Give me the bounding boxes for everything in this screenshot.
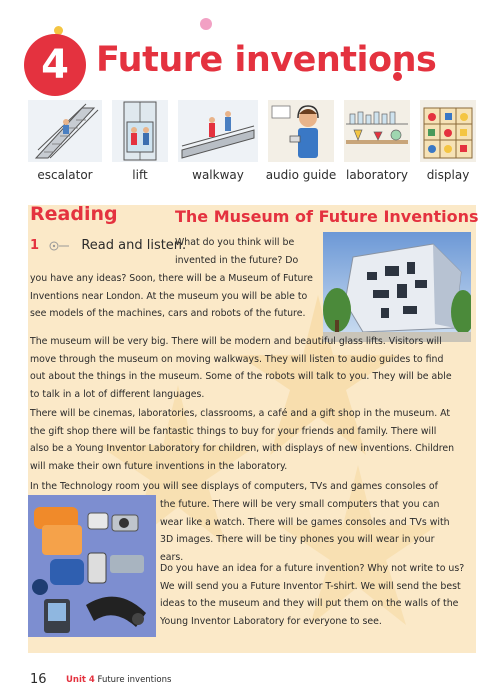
vocab-label: laboratory xyxy=(345,168,408,182)
laboratory-icon xyxy=(344,100,410,162)
vocab-label: display xyxy=(426,168,470,182)
vocab-label: audio guide xyxy=(265,168,337,182)
display-icon xyxy=(420,100,476,162)
reading-heading: Reading xyxy=(30,203,118,225)
footer-unit-label: Unit 4 xyxy=(66,675,95,685)
decorative-dot-pink xyxy=(200,18,212,30)
paragraph-facilities: There will be cinemas, laboratories, classrooms, a café and a gift shop in the museum. At the gift shop there will be fantastic things to buy for your friends and family. There will also be a Young Inventor Laboratory for children, with displays of new inventions. Children will make their own future inventions in the laboratory. xyxy=(30,408,455,472)
instruction-text: Read and listen. xyxy=(81,238,187,253)
exercise-number: 1 xyxy=(30,238,40,253)
vocab-item-display xyxy=(420,96,476,186)
article-title: The Museum of Future Inventions xyxy=(175,207,479,226)
vocab-item-laboratory xyxy=(344,96,410,186)
exercise-instruction xyxy=(30,238,186,253)
vocab-item-audio-guide xyxy=(265,96,337,186)
paragraph-invitation: Do you have an idea for a future invention? Why not write to us? We will send you a Future Inventor T-shirt. We will send the best ideas to the museum and they will put them on the walls of the Young Inventor Laboratory for everyone to see. xyxy=(160,563,465,627)
paragraph-intro: you have any ideas? Soon, there will be a Museum of Future Inventions near London. At the museum you will be able to see models of the machines, cars and robots of the future. xyxy=(30,273,313,319)
vocab-item-escalator xyxy=(28,96,102,186)
page-title: Future inventions xyxy=(96,40,437,80)
vocab-label: lift xyxy=(132,168,148,182)
escalator-icon xyxy=(28,100,102,162)
paragraph-museum: The museum will be very big. There will be modern and beautiful glass lifts. Visitors will move through the museum on moving walkways. They will listen to audio guides to find out about the things in the museum. Some of the robots will talk to you. They will be able to talk in a lot of different languages. xyxy=(30,336,452,400)
lift-icon xyxy=(112,100,168,162)
paragraph-intro-start: What do you think will be invented in the future? Do xyxy=(175,237,299,266)
walkway-icon xyxy=(178,100,258,162)
vocab-item-lift xyxy=(112,96,168,186)
unit-number-badge: 4 xyxy=(24,34,86,96)
vocab-item-walkway xyxy=(178,96,258,186)
gadgets-image xyxy=(28,495,156,637)
audio-cd-icon[interactable] xyxy=(49,241,71,251)
paragraph-technology: the future. There will be very small computers that you can wear like a watch. There will be games consoles and TVs with 3D images. There will be tiny phones you will wear in your ears. xyxy=(160,499,450,563)
paragraph-technology-start: In the Technology room you will see displays of computers, TVs and games consoles of xyxy=(30,481,438,492)
vocab-label: walkway xyxy=(192,168,244,182)
museum-building-image xyxy=(323,232,471,342)
vocab-label: escalator xyxy=(37,168,93,182)
vocabulary-strip xyxy=(28,96,476,186)
page-number: 16 xyxy=(30,672,47,687)
footer-unit-name: Future inventions xyxy=(97,675,172,685)
audio-guide-icon xyxy=(268,100,334,162)
footer-unit-title xyxy=(66,675,171,685)
